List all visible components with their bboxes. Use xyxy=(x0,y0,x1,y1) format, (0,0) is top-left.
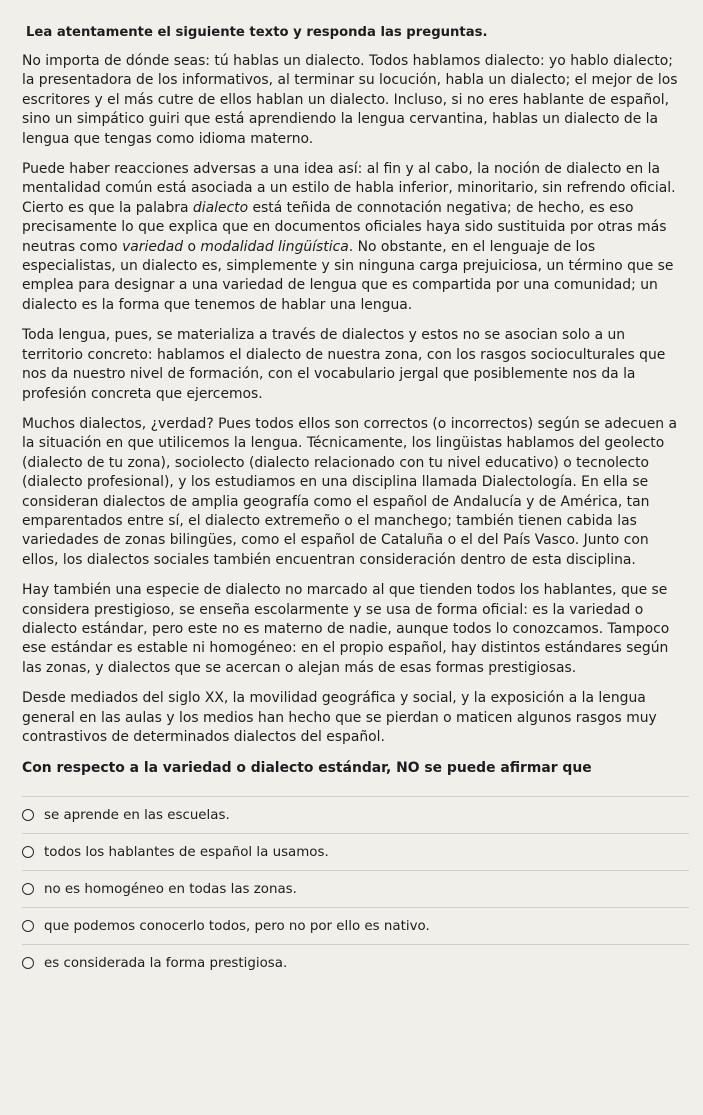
term-dialecto: dialecto xyxy=(192,199,249,216)
answer-option-label: que podemos conocerlo todos, pero no por ello es nativo. xyxy=(44,918,430,934)
paragraph-2-part-d: . No obstante, en el lenguaje de los especialistas, un dialecto es, simplemente y sin ninguna carga prejuiciosa, un término que se emplea para designar a una variedad de lengua que es compartida por una comunidad; un dialecto es la forma que tenemos de hablar una lengua. xyxy=(22,238,674,313)
radio-button[interactable] xyxy=(22,883,34,895)
paragraph-6: Desde mediados del siglo XX, la movilidad geográfica y social, y la exposición a la lengua general en las aulas y los medios han hecho que se pierdan o maticen algunos rasgos muy contrastivos de determinados dialectos del español. xyxy=(22,690,657,745)
answer-option-label: se aprende en las escuelas. xyxy=(44,807,230,823)
instructions-heading: Lea atentamente el siguiente texto y responda las preguntas. xyxy=(26,25,488,40)
answer-option-1[interactable] xyxy=(22,797,689,833)
answer-options xyxy=(22,796,689,981)
paragraph-2 xyxy=(22,160,689,315)
radio-button[interactable] xyxy=(22,809,34,821)
answer-option-5[interactable] xyxy=(22,945,689,981)
answer-option-label: todos los hablantes de español la usamos. xyxy=(44,844,329,860)
radio-button[interactable] xyxy=(22,920,34,932)
paragraph-2-part-c: o xyxy=(183,238,201,255)
paragraph-2-part-b: está teñida de connotación negativa; de hecho, es eso precisamente lo que explica que en documentos oficiales haya sido sustituida por otras más neutras como xyxy=(22,199,667,255)
paragraph-4: Muchos dialectos, ¿verdad? Pues todos ellos son correctos (o incorrectos) según se adecuen a la situación en que utilicemos la lengua. Técnicamente, los lingüistas hablamos del geolecto (dialecto de tu zona), sociolecto (dialecto relacionado con tu nivel educativo) o tecnolecto (dialecto profesional), y los estudiamos en una disciplina llamada Dialectología. En ella se consideran dialectos de amplia geografía como el español de Andalucía y de América, tan emparentados entre sí, el dialecto extremeño o el manchego; también tienen cabida las variedades de zonas bilingües, como el español de Cataluña o el del País Vasco. Junto con ellos, los dialectos sociales también encuentran consideración dentro de esta disciplina. xyxy=(22,415,677,568)
radio-button[interactable] xyxy=(22,957,34,969)
answer-option-label: es considerada la forma prestigiosa. xyxy=(44,955,288,971)
paragraph-1: No importa de dónde seas: tú hablas un dialecto. Todos hablamos dialecto: yo hablo dialecto; la presentadora de los informativos, al terminar su locución, habla un dialecto; el mejor de los escritores y el más cutre de ellos hablan un dialecto. Incluso, si no eres hablante de español, sino un simpático guiri que está aprendiendo la lengua cervantina, hablas un dialecto de la lengua que tengas como idioma materno. xyxy=(22,53,678,147)
question-prompt: Con respecto a la variedad o dialecto estándar, NO se puede afirmar que xyxy=(22,760,592,777)
answer-option-3[interactable] xyxy=(22,871,689,907)
answer-option-2[interactable] xyxy=(22,834,689,870)
term-modalidad-linguistica: modalidad lingüística xyxy=(200,238,349,255)
answer-option-4[interactable] xyxy=(22,908,689,944)
answer-option-label: no es homogéneo en todas las zonas. xyxy=(44,881,297,897)
term-variedad: variedad xyxy=(122,238,184,255)
paragraph-5: Hay también una especie de dialecto no marcado al que tienden todos los hablantes, que se considera prestigioso, se enseña escolarmente y se usa de forma oficial: es la variedad o dialecto estándar, pero este no es materno de nadie, aunque todos lo conozcamos. Tampoco ese estándar es estable ni homogéneo: en el propio español, hay distintos estándares según las zonas, y dialectos que se acercan o alejan más de esas formas prestigiosas. xyxy=(22,582,670,676)
radio-button[interactable] xyxy=(22,846,34,858)
paragraph-3: Toda lengua, pues, se materializa a través de dialectos y estos no se asocian solo a un territorio concreto: hablamos el dialecto de nuestra zona, con los rasgos socioculturales que nos da nuestro nivel de formación, con el vocabulario jergal que posiblemente nos da la profesión concreta que ejercemos. xyxy=(22,327,666,402)
paragraph-2-part-a: Puede haber reacciones adversas a una idea así: al fin y al cabo, la noción de dialecto en la mentalidad común está asociada a un estilo de habla inferior, minoritario, sin refrendo oficial. Cierto es que la palabra xyxy=(22,161,676,216)
